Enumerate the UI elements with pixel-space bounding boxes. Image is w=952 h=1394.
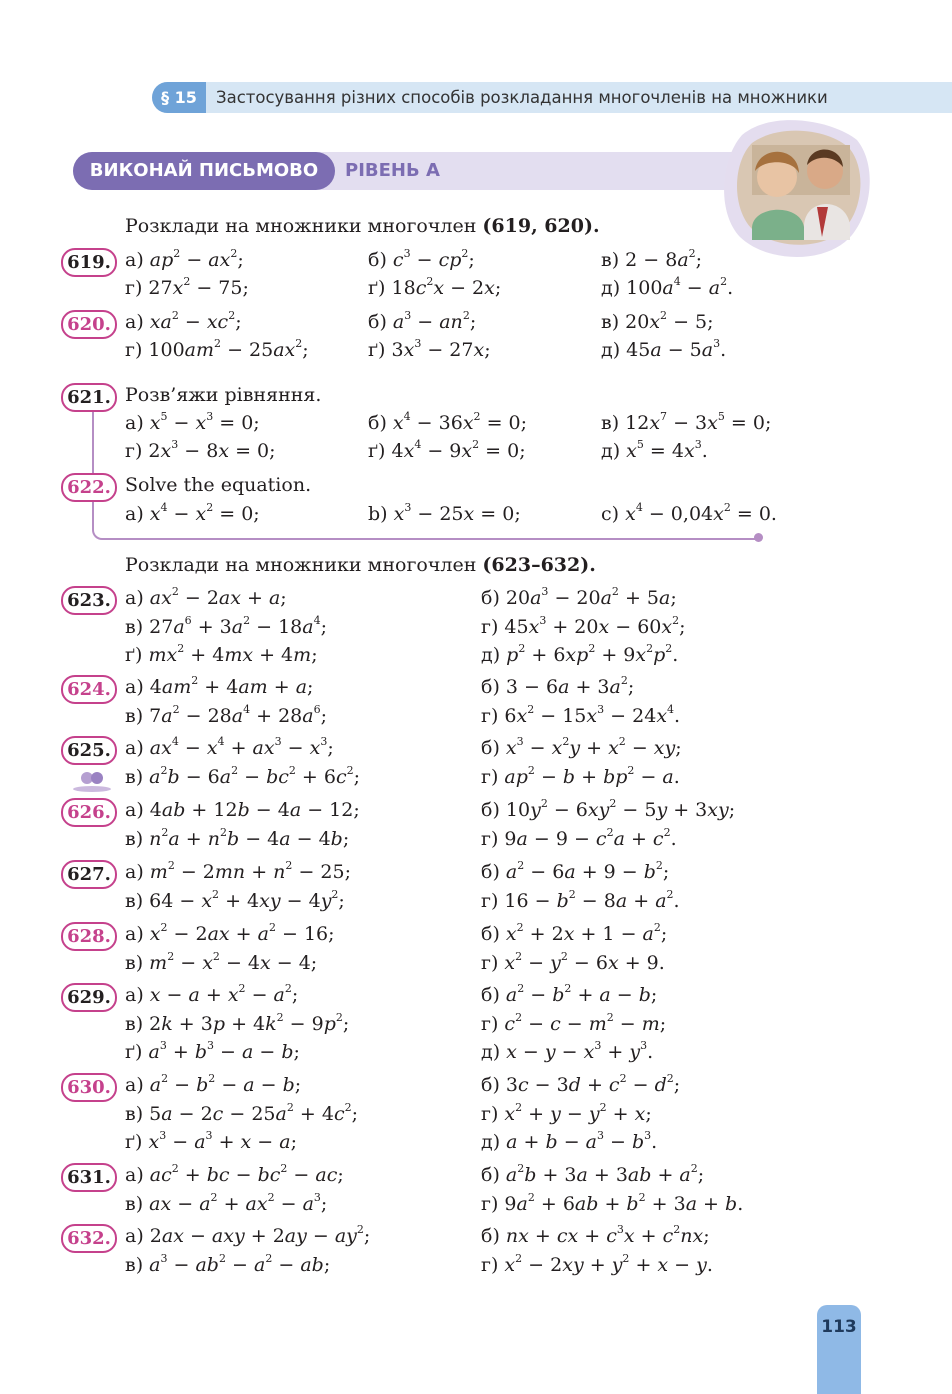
problem-item: б) nx + cx + $c^3x + c^2nx$;: [481, 1223, 710, 1247]
problem-number: 628.: [61, 922, 117, 951]
problem-item: б) $3 - 6a + 3a^2$;: [481, 674, 635, 698]
problem-item: c) $x^4 - 0,04x^2 = 0$.: [601, 501, 777, 525]
problem-number: 619.: [61, 248, 117, 277]
problem-item: в) ax − $a^2 + ax^2 - a^3$;: [125, 1190, 328, 1215]
problem-item: г) $2x^3 - 8x = 0$;: [125, 438, 276, 462]
problem-number: 625.: [61, 736, 117, 765]
problem-item: б) $c^3 - cp^2$;: [368, 247, 475, 271]
problem-item: б) $x^2 + 2x + 1 - a^2$;: [481, 921, 668, 945]
problem-item: а) $ax^2 - 2ax + a$;: [125, 585, 287, 609]
instruction-619-620: Розклади на множники многочлен (619, 620).: [125, 215, 600, 237]
problem-item: а) $a^2 - b^2 - a - b$;: [125, 1072, 302, 1096]
problem-number: 629.: [61, 983, 117, 1012]
problem-number: 630.: [61, 1073, 117, 1102]
problem-number: 623.: [61, 586, 117, 615]
problem-item: в) $a^3 - ab^2 - a^2$ − ab;: [125, 1251, 331, 1276]
banner-level-label: РІВЕНЬ А: [345, 160, 440, 181]
problem-item: ґ) $4x^4 - 9x^2 = 0$;: [368, 438, 526, 462]
problem-number: 627.: [61, 860, 117, 889]
problem-item: ґ) $18c^2x - 2x$;: [368, 275, 502, 299]
section-title: Застосування різних способів розкладання многочленів на множники: [216, 88, 828, 107]
problem-number: 621.: [61, 383, 117, 412]
problem-item: а) $ax^4 - x^4 + ax^3 - x^3$;: [125, 735, 334, 759]
instruction-623-632: Розклади на множники многочлен (623–632).: [125, 554, 596, 576]
problem-item: a) $x^4 - x^2 = 0$;: [125, 501, 260, 525]
problem-item: г) $27x^2 - 75$;: [125, 275, 249, 299]
problem-item: в) $64 - x^2 + 4xy - 4y^2$;: [125, 887, 345, 912]
problem-item: г) $x^2 - y^2 - 6x + 9$.: [481, 949, 665, 974]
problem-item: в) $2k + 3p + 4k^2 - 9p^2$;: [125, 1010, 350, 1035]
problem-item: ґ) $a^3 + b^3 - a - b$;: [125, 1039, 300, 1063]
problem-number: 620.: [61, 310, 117, 339]
problem-item: а) 2ax − axy + $2ay - ay^2$;: [125, 1223, 371, 1247]
problem-item: д) $x^5 = 4x^3$.: [601, 438, 708, 462]
banner-written-label: ВИКОНАЙ ПИСЬМОВО: [73, 152, 335, 190]
problem-number: 622.: [61, 473, 117, 502]
problem-item: д) $45a - 5a^3$.: [601, 337, 727, 361]
problem-item: г) $6x^2 - 15x^3 - 24x^4$.: [481, 702, 681, 727]
problem-title: Розв’яжи рівняння.: [125, 384, 322, 406]
problem-item: б) $20a^3 - 20a^2 + 5a$;: [481, 585, 677, 609]
problem-item: д) $100a^4 - a^2$.: [601, 275, 734, 299]
problem-number: 624.: [61, 675, 117, 704]
problem-item: а) $x - a + x^2 - a^2$;: [125, 982, 299, 1006]
problem-item: b) $x^3 - 25x = 0$;: [368, 501, 521, 525]
problem-item: ґ) $mx^2 + 4mx + 4m$;: [125, 642, 318, 666]
problem-item: а) $ac^2$ + bc − $bc^2$ − ac;: [125, 1162, 344, 1186]
problem-item: г) $x^2 - 2xy + y^2 + x - y$.: [481, 1251, 713, 1276]
problem-item: д) $a + b - a^3 - b^3$.: [481, 1129, 658, 1153]
problem-number: 626.: [61, 798, 117, 827]
problem-item: в) $a^2b - 6a^2 - bc^2 + 6c^2$;: [125, 763, 361, 788]
problem-item: в) $27a^6 + 3a^2 - 18a^4$;: [125, 613, 327, 638]
problem-item: в) $7a^2 - 28a^4 + 28a^6$;: [125, 702, 328, 727]
problem-item: б) $3c - 3d + c^2 - d^2$;: [481, 1072, 681, 1096]
problem-item: а) $ap^2 - ax^2$;: [125, 247, 244, 271]
problem-item: в) $n^2a + n^2b - 4a - 4b$;: [125, 825, 350, 850]
problem-item: г) $9a - 9 - c^2a + c^2$.: [481, 825, 677, 850]
problem-item: а) $xa^2 - xc^2$;: [125, 309, 242, 333]
bracket-dot: [754, 533, 763, 542]
problem-item: в) $5a - 2c - 25a^2 + 4c^2$;: [125, 1100, 358, 1125]
problem-item: в) $20x^2 - 5$;: [601, 309, 714, 333]
section-badge: § 15: [152, 82, 206, 113]
problem-title: Solve the equation.: [125, 474, 312, 496]
exercise-banner: [73, 152, 753, 190]
problem-item: ґ) $x^3 - a^3 + x - a$;: [125, 1129, 297, 1153]
problem-item: в) $m^2 - x^2 - 4x - 4$;: [125, 949, 318, 974]
page-number-tab: [817, 1305, 861, 1394]
problem-number: 631.: [61, 1163, 117, 1192]
problem-item: г) $ap^2 - b + bp^2 - a$.: [481, 763, 680, 788]
problem-item: г) $16 - b^2 - 8a + a^2$.: [481, 887, 680, 912]
problem-item: б) $x^3 - x^2y + x^2$ − xy;: [481, 735, 682, 759]
problem-item: д) $x - y - x^3 + y^3$.: [481, 1039, 654, 1063]
pair-work-icon: [72, 770, 112, 792]
problem-item: ґ) $3x^3 - 27x$;: [368, 337, 491, 361]
problem-item: г) $9a^2 + 6ab + b^2 + 3a + b$.: [481, 1190, 744, 1215]
problem-item: б) $a^2 - b^2 + a - b$;: [481, 982, 658, 1006]
problem-number: 632.: [61, 1224, 117, 1253]
problem-item: г) $100am^2 - 25ax^2$;: [125, 337, 309, 361]
problem-item: г) $c^2 - c - m^2 - m$;: [481, 1010, 667, 1035]
problem-item: в) $12x^7 - 3x^5 = 0$;: [601, 410, 772, 434]
problem-item: а) 4ab + 12b − 4a − 12;: [125, 799, 360, 821]
problem-item: б) $a^2b + 3a + 3ab + a^2$;: [481, 1162, 705, 1186]
problem-item: б) $a^3 - an^2$;: [368, 309, 477, 333]
problem-item: д) $p^2 + 6xp^2 + 9x^2p^2$.: [481, 642, 679, 666]
problem-item: а) $x^2 - 2ax + a^2 - 16$;: [125, 921, 335, 945]
problem-item: б) $a^2 - 6a + 9 - b^2$;: [481, 859, 670, 883]
problem-item: а) $4am^2 + 4am + a$;: [125, 674, 314, 698]
problem-item: б) $10y^2 - 6xy^2 - 5y + 3xy$;: [481, 797, 736, 821]
problem-item: г) $x^2 + y - y^2 + x$;: [481, 1100, 652, 1125]
problem-item: в) $2 - 8a^2$;: [601, 247, 703, 271]
section-header: [152, 82, 952, 113]
problem-item: г) $45x^3 + 20x - 60x^2$;: [481, 613, 686, 638]
problem-item: а) $m^2 - 2mn + n^2 - 25$;: [125, 859, 351, 883]
students-photo: [722, 115, 872, 260]
page-number: 113: [821, 1317, 857, 1337]
problem-item: б) $x^4 - 36x^2 = 0$;: [368, 410, 528, 434]
problem-item: а) $x^5 - x^3 = 0$;: [125, 410, 260, 434]
